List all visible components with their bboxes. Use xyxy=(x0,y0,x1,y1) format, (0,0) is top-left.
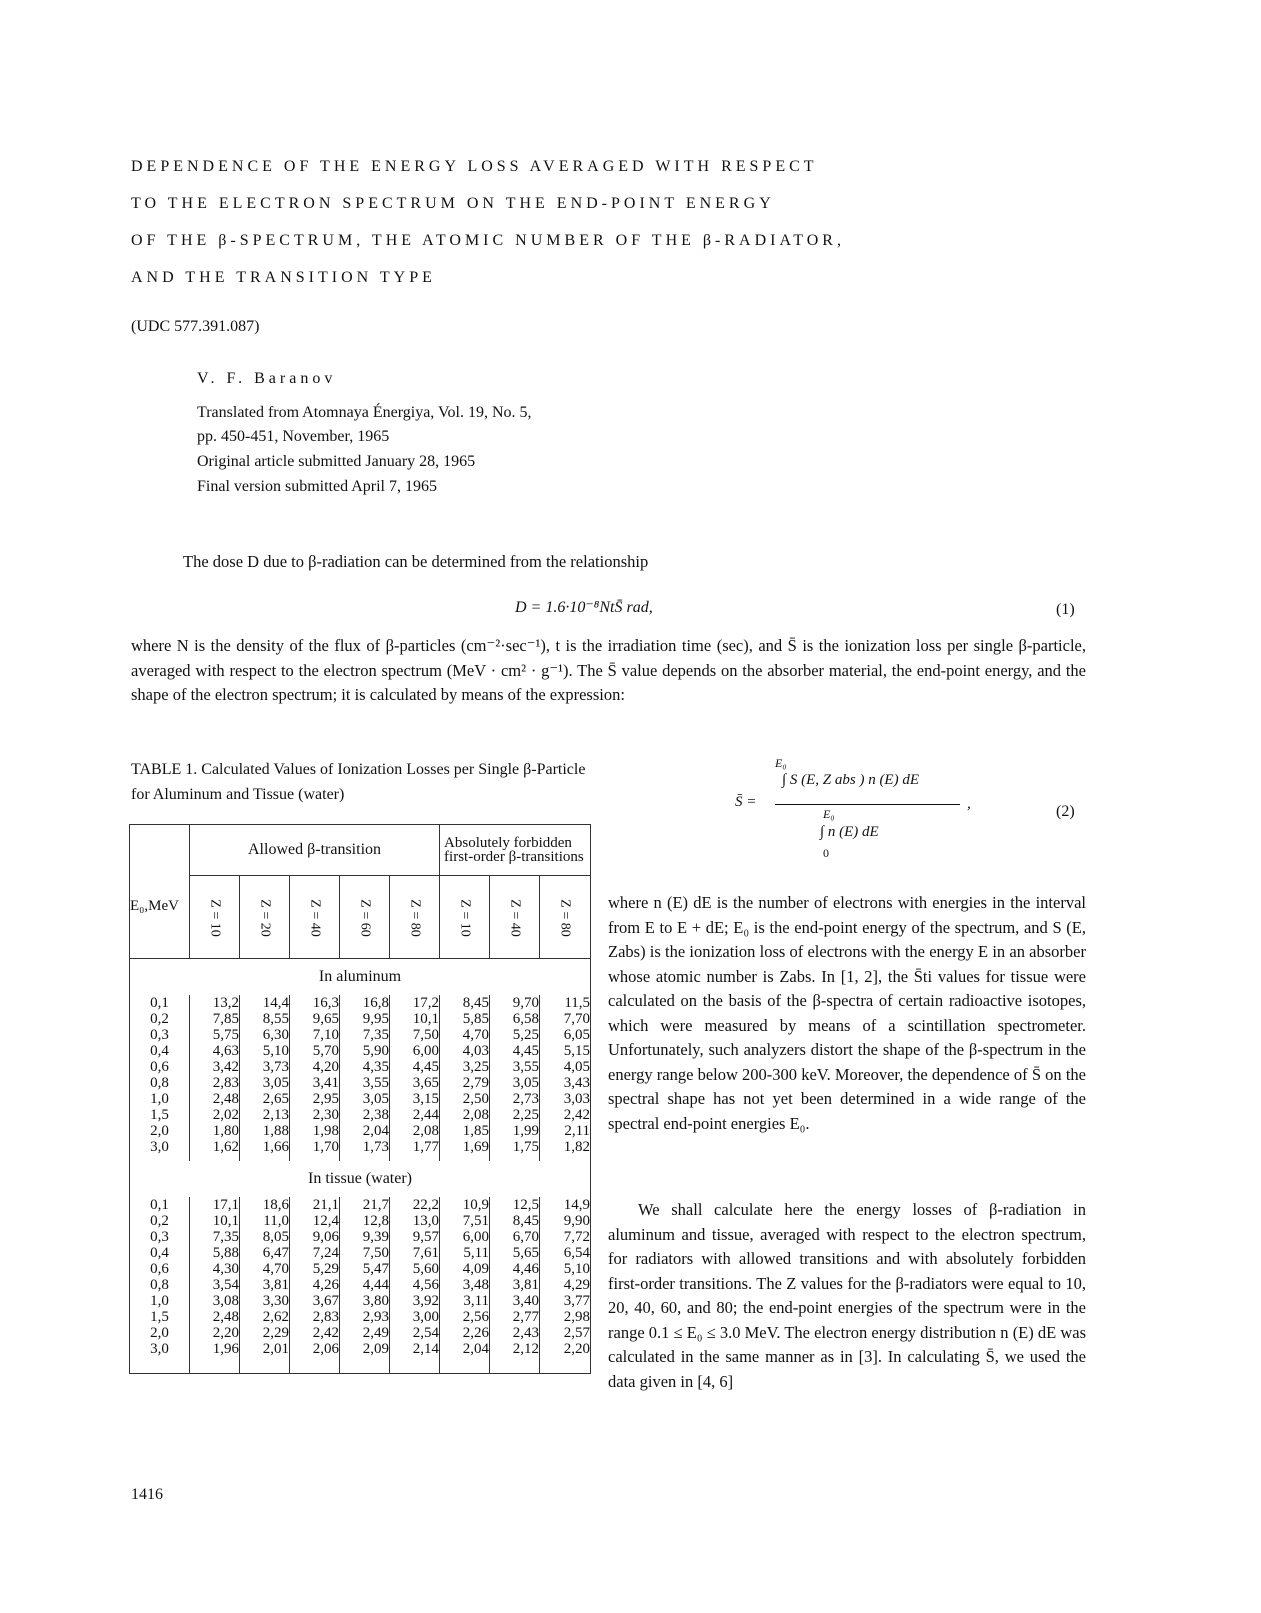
value-cell: 4,03 xyxy=(440,1043,490,1059)
value-cell: 2,44 xyxy=(390,1107,440,1123)
value-cell: 7,35 xyxy=(190,1229,240,1245)
value-cell: 2,77 xyxy=(490,1309,540,1325)
value-cell: 2,08 xyxy=(440,1107,490,1123)
value-cell: 1,75 xyxy=(490,1139,540,1155)
table-row xyxy=(130,1261,591,1277)
value-cell: 2,95 xyxy=(290,1091,340,1107)
e0-cell: 0,8 xyxy=(130,1277,190,1293)
value-cell: 4,46 xyxy=(490,1261,540,1277)
value-cell: 3,65 xyxy=(390,1075,440,1091)
value-cell: 4,70 xyxy=(240,1261,290,1277)
meta-line-3: Original article submitted January 28, 1965 xyxy=(197,453,476,470)
value-cell: 2,83 xyxy=(190,1075,240,1091)
value-cell: 5,10 xyxy=(240,1043,290,1059)
value-cell: 2,98 xyxy=(540,1309,591,1325)
value-cell: 3,40 xyxy=(490,1293,540,1309)
group-allowed-header: Allowed β-transition xyxy=(190,825,440,876)
eq2-lower-limit: 0 xyxy=(823,846,829,860)
e0-header: E₀,MeV xyxy=(130,825,190,959)
equation-1-number: (1) xyxy=(1056,601,1075,618)
table-row xyxy=(130,1107,591,1123)
z-header xyxy=(240,876,290,959)
value-cell: 3,30 xyxy=(240,1293,290,1309)
table-row xyxy=(130,1011,591,1027)
value-cell: 8,45 xyxy=(490,1213,540,1229)
value-cell: 2,20 xyxy=(540,1341,591,1357)
z-label: Z = 20 xyxy=(257,898,273,937)
value-cell: 2,83 xyxy=(290,1309,340,1325)
value-cell: 3,05 xyxy=(340,1091,390,1107)
value-cell: 1,82 xyxy=(540,1139,591,1155)
z-label: Z = 10 xyxy=(207,898,223,937)
table-row xyxy=(130,1059,591,1075)
e0-cell: 1,5 xyxy=(130,1107,190,1123)
value-cell: 3,05 xyxy=(490,1075,540,1091)
value-cell: 22,2 xyxy=(390,1197,440,1213)
value-cell: 3,05 xyxy=(240,1075,290,1091)
right-paragraph-1: where n (E) dE is the number of electrons with energies in the interval from E to E + dE; E₀ is the end-point energy of the spectrum, and S (E, Zabs) is the ionization loss of electrons with the energy E in an absorber whose atomic number is Zabs. In [1, 2], the S̄ti values for tissue were calculated on the basis of the β-spectra of certain radioactive isotopes, which were measured by means of a scintillation spectrometer. Unfortunately, such analyzers distort the shape of the β-spectrum in the energy range below 200-300 keV. Moreover, the dependence of S̄ on the spectral shape has not yet been determined in a wide range of the spectral end-point energies E₀. xyxy=(608,893,1086,1133)
value-cell: 21,1 xyxy=(290,1197,340,1213)
e0-cell: 1,0 xyxy=(130,1293,190,1309)
value-cell: 2,08 xyxy=(390,1123,440,1139)
value-cell: 10,1 xyxy=(390,1011,440,1027)
value-cell: 2,04 xyxy=(340,1123,390,1139)
z-label: Z = 80 xyxy=(407,898,423,937)
table-row xyxy=(130,1043,591,1059)
value-cell: 16,3 xyxy=(290,995,340,1011)
value-cell: 3,11 xyxy=(440,1293,490,1309)
table-row xyxy=(130,1027,591,1043)
value-cell: 2,42 xyxy=(540,1107,591,1123)
value-cell: 3,92 xyxy=(390,1293,440,1309)
value-cell: 3,43 xyxy=(540,1075,591,1091)
value-cell: 2,04 xyxy=(440,1341,490,1357)
value-cell: 6,00 xyxy=(390,1043,440,1059)
value-cell: 3,03 xyxy=(540,1091,591,1107)
table-row xyxy=(130,1229,591,1245)
value-cell: 3,48 xyxy=(440,1277,490,1293)
value-cell: 1,77 xyxy=(390,1139,440,1155)
value-cell: 2,42 xyxy=(290,1325,340,1341)
value-cell: 14,4 xyxy=(240,995,290,1011)
value-cell: 3,15 xyxy=(390,1091,440,1107)
value-cell: 1,80 xyxy=(190,1123,240,1139)
value-cell: 1,96 xyxy=(190,1341,240,1357)
udc-code: (UDC 577.391.087) xyxy=(131,318,260,335)
value-cell: 11,0 xyxy=(240,1213,290,1229)
value-cell: 7,85 xyxy=(190,1011,240,1027)
value-cell: 5,10 xyxy=(540,1261,591,1277)
table-row xyxy=(130,995,591,1011)
value-cell: 7,50 xyxy=(390,1027,440,1043)
value-cell: 4,05 xyxy=(540,1059,591,1075)
value-cell: 8,55 xyxy=(240,1011,290,1027)
value-cell: 2,62 xyxy=(240,1309,290,1325)
table-row xyxy=(130,1309,591,1325)
value-cell: 6,47 xyxy=(240,1245,290,1261)
value-cell: 7,24 xyxy=(290,1245,340,1261)
eq2-upper-limit-bottom: E₀ xyxy=(823,807,835,821)
value-cell: 3,41 xyxy=(290,1075,340,1091)
value-cell: 7,35 xyxy=(340,1027,390,1043)
value-cell: 7,51 xyxy=(440,1213,490,1229)
page-number: 1416 xyxy=(131,1486,163,1503)
value-cell: 5,15 xyxy=(540,1043,591,1059)
value-cell: 2,30 xyxy=(290,1107,340,1123)
equation-2-number: (2) xyxy=(1056,803,1075,820)
table-row xyxy=(130,1091,591,1107)
value-cell: 2,13 xyxy=(240,1107,290,1123)
value-cell: 7,72 xyxy=(540,1229,591,1245)
value-cell: 2,65 xyxy=(240,1091,290,1107)
table-row xyxy=(130,1341,591,1357)
value-cell: 4,56 xyxy=(390,1277,440,1293)
value-cell: 11,5 xyxy=(540,995,591,1011)
table-row xyxy=(130,1213,591,1229)
value-cell: 7,10 xyxy=(290,1027,340,1043)
value-cell: 5,88 xyxy=(190,1245,240,1261)
value-cell: 2,79 xyxy=(440,1075,490,1091)
value-cell: 3,00 xyxy=(390,1309,440,1325)
z-label: Z = 40 xyxy=(307,898,323,937)
value-cell: 1,62 xyxy=(190,1139,240,1155)
value-cell: 2,29 xyxy=(240,1325,290,1341)
table-row xyxy=(130,1293,591,1309)
author: V. F. Baranov xyxy=(197,370,337,387)
z-header xyxy=(540,876,591,959)
value-cell: 5,29 xyxy=(290,1261,340,1277)
value-cell: 2,56 xyxy=(440,1309,490,1325)
value-cell: 3,80 xyxy=(340,1293,390,1309)
value-cell: 7,50 xyxy=(340,1245,390,1261)
title-line-2: TO THE ELECTRON SPECTRUM ON THE END-POINT ENERGY xyxy=(131,195,775,212)
value-cell: 9,65 xyxy=(290,1011,340,1027)
value-cell: 1,66 xyxy=(240,1139,290,1155)
value-cell: 4,26 xyxy=(290,1277,340,1293)
value-cell: 2,43 xyxy=(490,1325,540,1341)
value-cell: 8,05 xyxy=(240,1229,290,1245)
value-cell: 2,02 xyxy=(190,1107,240,1123)
e0-cell: 0,6 xyxy=(130,1059,190,1075)
intro-text: The dose D due to β-radiation can be determined from the relationship xyxy=(183,552,649,571)
section-tissue-label: In tissue (water) xyxy=(130,1161,591,1197)
value-cell: 3,77 xyxy=(540,1293,591,1309)
value-cell: 16,8 xyxy=(340,995,390,1011)
value-cell: 12,8 xyxy=(340,1213,390,1229)
e0-cell: 1,0 xyxy=(130,1091,190,1107)
value-cell: 6,58 xyxy=(490,1011,540,1027)
value-cell: 5,25 xyxy=(490,1027,540,1043)
value-cell: 2,48 xyxy=(190,1091,240,1107)
e0-cell: 0,3 xyxy=(130,1027,190,1043)
value-cell: 4,35 xyxy=(340,1059,390,1075)
value-cell: 1,69 xyxy=(440,1139,490,1155)
value-cell: 1,73 xyxy=(340,1139,390,1155)
e0-cell: 0,4 xyxy=(130,1043,190,1059)
e0-cell: 0,8 xyxy=(130,1075,190,1091)
value-cell: 1,98 xyxy=(290,1123,340,1139)
value-cell: 13,0 xyxy=(390,1213,440,1229)
z-header xyxy=(340,876,390,959)
value-cell: 8,45 xyxy=(440,995,490,1011)
e0-cell: 0,4 xyxy=(130,1245,190,1261)
z-label: Z = 60 xyxy=(357,898,373,937)
eq2-upper-limit-top: E₀ xyxy=(775,756,787,770)
value-cell: 6,05 xyxy=(540,1027,591,1043)
meta-line-2: pp. 450-451, November, 1965 xyxy=(197,428,390,445)
aluminum-rows xyxy=(130,995,591,1161)
value-cell: 9,39 xyxy=(340,1229,390,1245)
value-cell: 1,85 xyxy=(440,1123,490,1139)
value-cell: 2,12 xyxy=(490,1341,540,1357)
right-paragraph-2: We shall calculate here the energy losses of β-radiation in aluminum and tissue, averaged with respect to the electron spectrum, for radiators with allowed transitions and with absolutely forbidden first-order transitions. The Z values for the β-radiators were equal to 10, 20, 40, 60, and 80; the end-point energies of the spectrum were in the range 0.1 ≤ E₀ ≤ 3.0 MeV. The electron energy distribution n (E) dE was calculated in the same manner as in [3]. In calculating S̄, we used the data given in [4, 6] xyxy=(608,1200,1086,1391)
value-cell: 5,75 xyxy=(190,1027,240,1043)
value-cell: 12,4 xyxy=(290,1213,340,1229)
z-header xyxy=(190,876,240,959)
value-cell: 5,70 xyxy=(290,1043,340,1059)
table-row xyxy=(130,1197,591,1213)
table-row xyxy=(130,1325,591,1341)
value-cell: 17,2 xyxy=(390,995,440,1011)
value-cell: 5,90 xyxy=(340,1043,390,1059)
value-cell: 18,6 xyxy=(240,1197,290,1213)
value-cell: 10,1 xyxy=(190,1213,240,1229)
value-cell: 3,25 xyxy=(440,1059,490,1075)
value-cell: 5,60 xyxy=(390,1261,440,1277)
z-label: Z = 10 xyxy=(457,898,473,937)
value-cell: 4,44 xyxy=(340,1277,390,1293)
value-cell: 9,90 xyxy=(540,1213,591,1229)
value-cell: 14,9 xyxy=(540,1197,591,1213)
value-cell: 3,54 xyxy=(190,1277,240,1293)
value-cell: 3,67 xyxy=(290,1293,340,1309)
value-cell: 2,50 xyxy=(440,1091,490,1107)
value-cell: 7,61 xyxy=(390,1245,440,1261)
z-label: Z = 80 xyxy=(558,898,574,937)
value-cell: 5,11 xyxy=(440,1245,490,1261)
value-cell: 4,45 xyxy=(390,1059,440,1075)
e0-cell: 1,5 xyxy=(130,1309,190,1325)
value-cell: 17,1 xyxy=(190,1197,240,1213)
e0-cell: 0,6 xyxy=(130,1261,190,1277)
value-cell: 13,2 xyxy=(190,995,240,1011)
group-forbidden-header: Absolutely forbidden first-order β-transitions xyxy=(440,825,591,876)
value-cell: 12,5 xyxy=(490,1197,540,1213)
value-cell: 10,9 xyxy=(440,1197,490,1213)
title-line-4: AND THE TRANSITION TYPE xyxy=(131,269,436,286)
title-line-1: DEPENDENCE OF THE ENERGY LOSS AVERAGED WITH RESPECT xyxy=(131,158,818,175)
value-cell: 7,70 xyxy=(540,1011,591,1027)
value-cell: 2,49 xyxy=(340,1325,390,1341)
value-cell: 2,14 xyxy=(390,1341,440,1357)
z-header xyxy=(490,876,540,959)
value-cell: 6,54 xyxy=(540,1245,591,1261)
e0-cell: 2,0 xyxy=(130,1325,190,1341)
value-cell: 9,95 xyxy=(340,1011,390,1027)
value-cell: 6,70 xyxy=(490,1229,540,1245)
title-line-3: OF THE β-SPECTRUM, THE ATOMIC NUMBER OF THE β-RADIATOR, xyxy=(131,232,845,249)
table-row xyxy=(130,1139,591,1155)
value-cell: 1,88 xyxy=(240,1123,290,1139)
value-cell: 2,09 xyxy=(340,1341,390,1357)
z-header xyxy=(390,876,440,959)
value-cell: 2,93 xyxy=(340,1309,390,1325)
e0-cell: 0,2 xyxy=(130,1011,190,1027)
e0-cell: 0,1 xyxy=(130,1197,190,1213)
e0-cell: 0,1 xyxy=(130,995,190,1011)
meta-line-1: Translated from Atomnaya Énergiya, Vol. 19, No. 5, xyxy=(197,404,532,421)
value-cell: 5,47 xyxy=(340,1261,390,1277)
value-cell: 2,06 xyxy=(290,1341,340,1357)
value-cell: 3,42 xyxy=(190,1059,240,1075)
e0-cell: 0,3 xyxy=(130,1229,190,1245)
value-cell: 21,7 xyxy=(340,1197,390,1213)
value-cell: 3,81 xyxy=(240,1277,290,1293)
value-cell: 2,48 xyxy=(190,1309,240,1325)
eq2-numerator: ∫ S (E, Z abs ) n (E) dE xyxy=(782,772,920,788)
value-cell: 9,06 xyxy=(290,1229,340,1245)
e0-cell: 3,0 xyxy=(130,1139,190,1155)
value-cell: 4,29 xyxy=(540,1277,591,1293)
value-cell: 2,57 xyxy=(540,1325,591,1341)
value-cell: 2,25 xyxy=(490,1107,540,1123)
e0-cell: 0,2 xyxy=(130,1213,190,1229)
tissue-rows xyxy=(130,1197,591,1363)
value-cell: 5,65 xyxy=(490,1245,540,1261)
table-row xyxy=(130,1245,591,1261)
value-cell: 4,70 xyxy=(440,1027,490,1043)
table-row xyxy=(130,1277,591,1293)
equation-1: D = 1.6·10⁻⁸NtS̄ rad, xyxy=(515,599,653,616)
table-row xyxy=(130,1123,591,1139)
value-cell: 9,70 xyxy=(490,995,540,1011)
value-cell: 2,73 xyxy=(490,1091,540,1107)
value-cell: 2,20 xyxy=(190,1325,240,1341)
value-cell: 6,30 xyxy=(240,1027,290,1043)
value-cell: 5,85 xyxy=(440,1011,490,1027)
value-cell: 4,20 xyxy=(290,1059,340,1075)
value-cell: 9,57 xyxy=(390,1229,440,1245)
e0-cell: 2,0 xyxy=(130,1123,190,1139)
eq2-denominator: ∫ n (E) dE xyxy=(820,824,879,840)
table-1 xyxy=(129,824,591,1374)
table-row xyxy=(130,1075,591,1091)
value-cell: 1,70 xyxy=(290,1139,340,1155)
value-cell: 3,08 xyxy=(190,1293,240,1309)
section-aluminum-label: In aluminum xyxy=(130,959,591,996)
z-header xyxy=(440,876,490,959)
value-cell: 3,73 xyxy=(240,1059,290,1075)
equation-2 xyxy=(735,752,1005,867)
value-cell: 3,55 xyxy=(340,1075,390,1091)
z-header xyxy=(290,876,340,959)
value-cell: 1,99 xyxy=(490,1123,540,1139)
e0-cell: 3,0 xyxy=(130,1341,190,1357)
value-cell: 4,30 xyxy=(190,1261,240,1277)
value-cell: 2,26 xyxy=(440,1325,490,1341)
paragraph-1: where N is the density of the flux of β-particles (cm⁻²·sec⁻¹), t is the irradiation time (sec), and S̄ is the ionization loss per single β-particle, averaged with respect to the electron spectrum (MeV · cm² · g⁻¹). The S̄ value depends on the absorber material, the end-point energy, and the shape of the electron spectrum; it is calculated by means of the expression: xyxy=(131,636,1086,704)
value-cell: 4,63 xyxy=(190,1043,240,1059)
value-cell: 4,45 xyxy=(490,1043,540,1059)
eq2-comma: , xyxy=(967,796,971,812)
value-cell: 3,81 xyxy=(490,1277,540,1293)
value-cell: 6,00 xyxy=(440,1229,490,1245)
z-label: Z = 40 xyxy=(507,898,523,937)
value-cell: 2,11 xyxy=(540,1123,591,1139)
value-cell: 2,54 xyxy=(390,1325,440,1341)
meta-line-4: Final version submitted April 7, 1965 xyxy=(197,478,437,495)
value-cell: 2,01 xyxy=(240,1341,290,1357)
value-cell: 4,09 xyxy=(440,1261,490,1277)
eq2-lhs: S̄ = xyxy=(735,794,757,810)
table-caption: TABLE 1. Calculated Values of Ionization Losses per Single β-Particle for Aluminum and Tissue (water) xyxy=(131,761,586,803)
value-cell: 2,38 xyxy=(340,1107,390,1123)
eq2-fraction-bar xyxy=(775,804,960,805)
value-cell: 3,55 xyxy=(490,1059,540,1075)
